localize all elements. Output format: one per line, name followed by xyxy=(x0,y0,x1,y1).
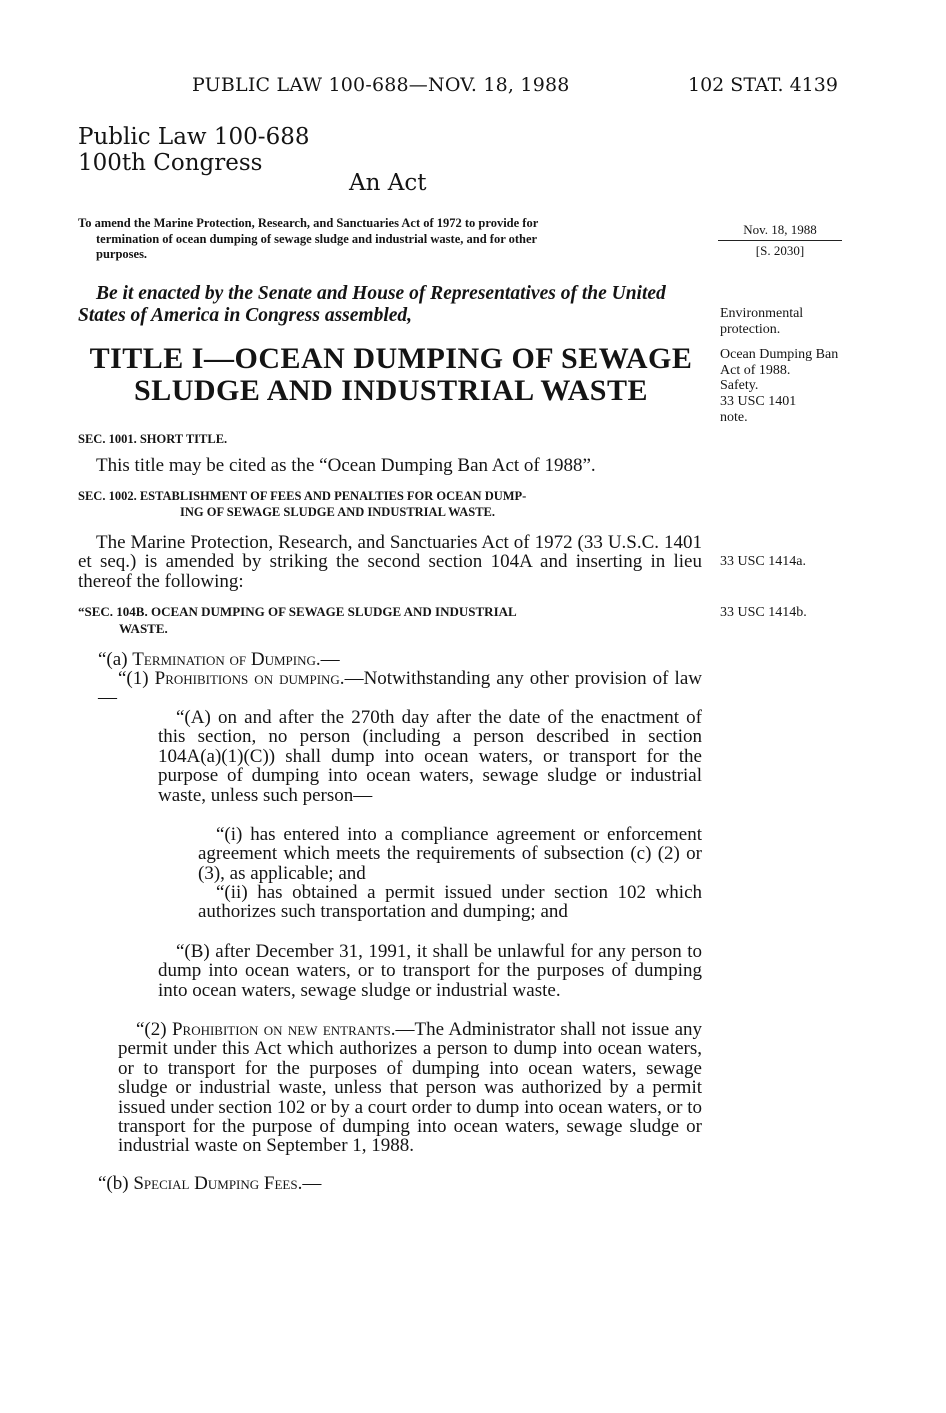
purpose-line-3: purposes. xyxy=(96,247,148,262)
congress-number: 100th Congress xyxy=(78,150,263,176)
paragraph-a1 xyxy=(98,669,702,708)
enactment-date: Nov. 18, 1988 xyxy=(718,222,842,241)
section-1002-heading xyxy=(78,488,704,521)
clause-i: “(i) has entered into a compliance agreement or enforcement agreement which meets the requirements of subsection (c) (2) or (3), as applicable; and xyxy=(198,824,702,884)
purpose-line-1: To amend the Marine Protection, Research, and Sanctuaries Act of 1972 to provide for xyxy=(78,216,539,230)
section-104b-heading-line-1: “SEC. 104B. OCEAN DUMPING OF SEWAGE SLUDGE AND INDUSTRIAL xyxy=(78,604,517,619)
title-line-2: SLUDGE AND INDUSTRIAL WASTE xyxy=(134,373,648,407)
bill-number: [S. 2030] xyxy=(755,243,805,258)
clause-ii: “(ii) has obtained a permit issued under section 102 which authorizes such transportation and dumping; and xyxy=(198,882,702,923)
margin-note-usc-note: 33 USC 1401 note. xyxy=(720,394,797,425)
enacting-clause: Be it enacted by the Senate and House of Representatives of the United States of America in Congress assembled, xyxy=(78,283,666,326)
subparagraph-A: “(A) on and after the 270th day after the date of the enactment of this section, no person (including a person described in section 104A(a)(1)(C)) shall dump into ocean waters, or transport for the purpose of dumping into ocean waters, sewage sludge or industrial waste, unless such person— xyxy=(158,707,702,806)
margin-note-environmental: Environmental protection. xyxy=(720,306,804,337)
section-1002-heading-line-2: ING OF SEWAGE SLUDGE AND INDUSTRIAL WASTE. xyxy=(180,505,496,520)
paragraph-a2-text: —The Administrator shall not issue any permit under this Act which authorizes a person to dump into ocean waters, or to transport for the purposes of dumping into ocean waters, sewage sludge or industrial waste, unless that person was authorized by a permit issued under section 102 or by a court order to dump into ocean waters, or to transport for the purpose of dumping into ocean waters, sewage sludge or industrial waste on September 1, 1988. xyxy=(118,1019,703,1157)
purpose-clause xyxy=(78,216,703,263)
section-1001-text: This title may be cited as the “Ocean Dumping Ban Act of 1988”. xyxy=(96,455,596,476)
section-1002-text: The Marine Protection, Research, and Sanctuaries Act of 1972 (33 U.S.C. 1401 et seq.) is amended by striking the second section 104A and inserting in lieu thereof the following: xyxy=(78,532,702,592)
paragraph-a1-text: —Notwithstanding any other provision of law— xyxy=(98,668,702,709)
paragraph-a2 xyxy=(118,1020,702,1156)
an-act-heading: An Act xyxy=(349,170,427,196)
subsection-b-caption: Special Dumping Fees.— xyxy=(133,1173,322,1194)
title-heading xyxy=(78,343,704,407)
paragraph-a1-caption: Prohibitions on dumping. xyxy=(154,668,345,689)
margin-note-safety: Safety. xyxy=(720,378,759,393)
running-head: PUBLIC LAW 100-688—NOV. 18, 1988 xyxy=(192,74,570,96)
subsection-b-label: “(b) xyxy=(98,1173,134,1194)
paragraph-a2-label: “(2) xyxy=(136,1019,172,1040)
section-104b-heading-line-2: WASTE. xyxy=(119,620,168,636)
section-1002-heading-line-1: SEC. 1002. ESTABLISHMENT OF FEES AND PENALTIES FOR OCEAN DUMP- xyxy=(78,489,527,503)
stat-page-number: 102 STAT. 4139 xyxy=(688,74,838,96)
subsection-a-heading xyxy=(98,650,702,669)
subsection-a-caption: Termination of Dumping.— xyxy=(132,649,340,670)
subparagraph-B: “(B) after December 31, 1991, it shall be unlawful for any person to dump into ocean waters, or to transport for the purposes of dumping into ocean waters, sewage sludge or industrial waste. xyxy=(158,941,702,1001)
subsection-a-label: “(a) xyxy=(98,649,133,670)
date-note xyxy=(718,222,842,259)
section-104b-heading xyxy=(78,604,704,638)
paragraph-a2-caption: Prohibition on new entrants. xyxy=(171,1019,396,1040)
subsection-b-heading xyxy=(98,1174,702,1193)
section-1001-heading: SEC. 1001. SHORT TITLE. xyxy=(78,432,228,446)
title-line-1: TITLE I—OCEAN DUMPING OF SEWAGE xyxy=(89,342,693,375)
margin-note-short-title: Ocean Dumping Ban Act of 1988. xyxy=(720,347,839,378)
paragraph-a1-label: “(1) xyxy=(118,668,155,689)
margin-note-usc-1414b: 33 USC 1414b. xyxy=(720,605,807,620)
margin-note-usc-1414a: 33 USC 1414a. xyxy=(720,554,806,569)
purpose-line-2: termination of ocean dumping of sewage sludge and industrial waste, and for other xyxy=(96,231,538,246)
public-law-number: Public Law 100-688 xyxy=(78,124,310,150)
